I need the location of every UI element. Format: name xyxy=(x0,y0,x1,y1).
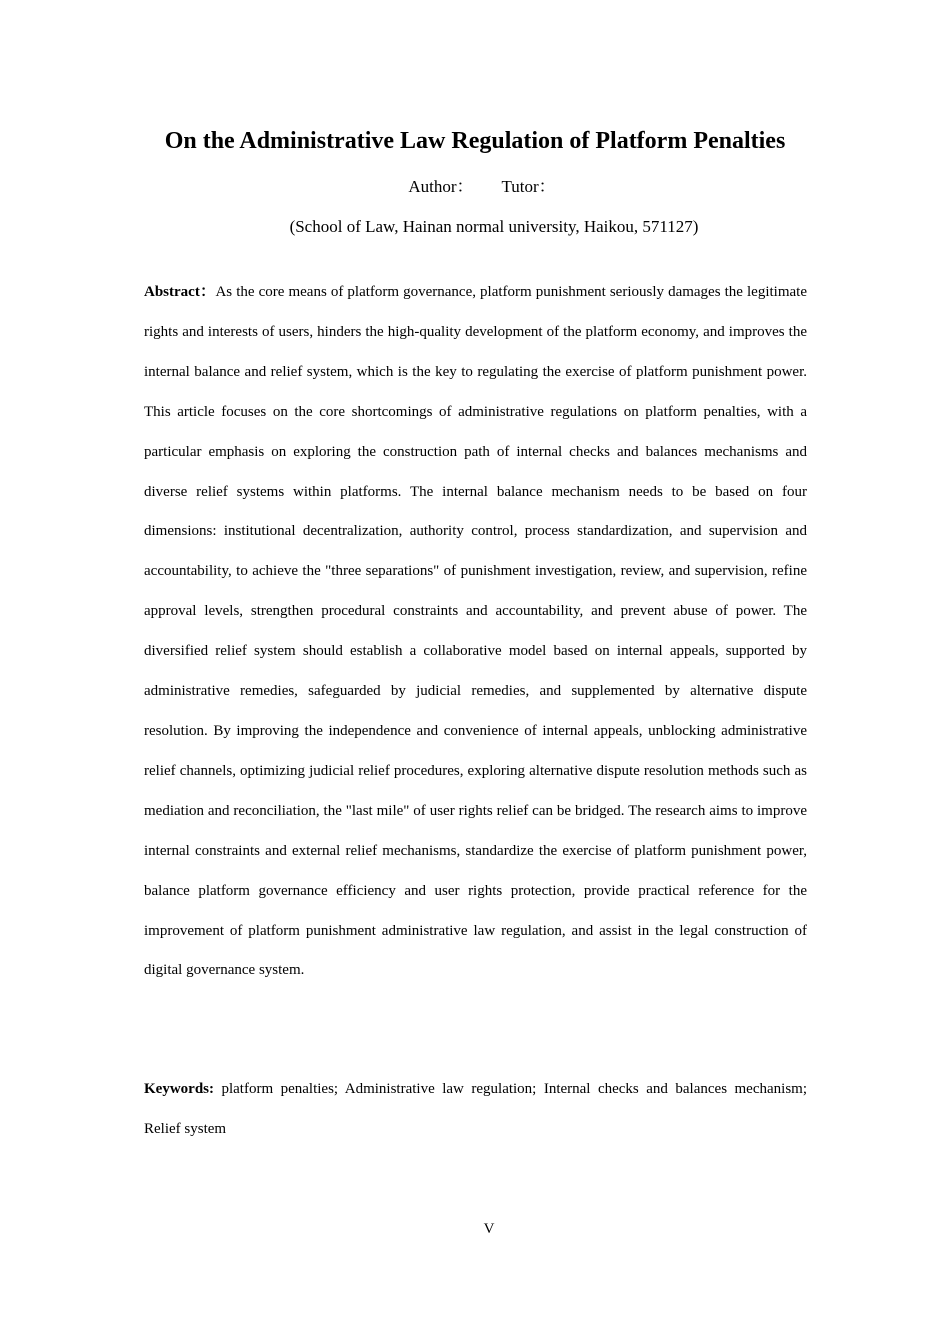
author-line xyxy=(0,175,950,199)
page-number: V xyxy=(483,1221,495,1237)
keywords-paragraph xyxy=(144,1070,807,1150)
abstract-label: Abstract： xyxy=(144,284,216,300)
abstract-text: As the core means of platform governance, platform punishment seriously damages the legitimate rights and interests of users, hinders the high-quality development of the platform economy, and improves the internal balance and relief system, which is the key to regulating the exercise of platform punishment power. This article focuses on the core shortcomings of administrative regulations on platform penalties, with a particular emphasis on exploring the construction path of internal checks and balances mechanisms and diverse relief systems within platforms. The internal balance mechanism needs to be based on four dimensions: institutional decentralization, authority control, process standardization, and supervision and accountability, to achieve the "three separations" of punishment investigation, review, and supervision, refine approval levels, strengthen procedural constraints and accountability, and prevent abuse of power. The diversified relief system should establish a collaborative model based on internal appeals, supported by administrative remedies, safeguarded by judicial remedies, and supplemented by alternative dispute resolution. By improving the independence and convenience of internal appeals, unblocking administrative relief channels, optimizing judicial relief procedures, exploring alternative dispute resolution methods such as mediation and reconciliation, the "last mile" of user rights relief can be bridged. The research aims to improve internal constraints and external relief mechanisms, standardize the exercise of platform punishment power, balance platform governance efficiency and user rights protection, provide practical reference for the improvement of platform punishment administrative law regulation, and assist in the legal construction of digital governance system. xyxy=(144,284,807,979)
abstract-paragraph xyxy=(144,273,807,991)
author-label: Author： xyxy=(408,177,474,196)
affiliation: (School of Law, Hainan normal university, Haikou, 571127) xyxy=(289,217,699,236)
paper-title: On the Administrative Law Regulation of Platform Penalties xyxy=(164,128,786,154)
keywords-label: Keywords: xyxy=(144,1081,214,1097)
tutor-label: Tutor： xyxy=(501,177,556,196)
keywords-text: platform penalties; Administrative law regulation; Internal checks and balances mechanism; Relief system xyxy=(144,1081,807,1137)
